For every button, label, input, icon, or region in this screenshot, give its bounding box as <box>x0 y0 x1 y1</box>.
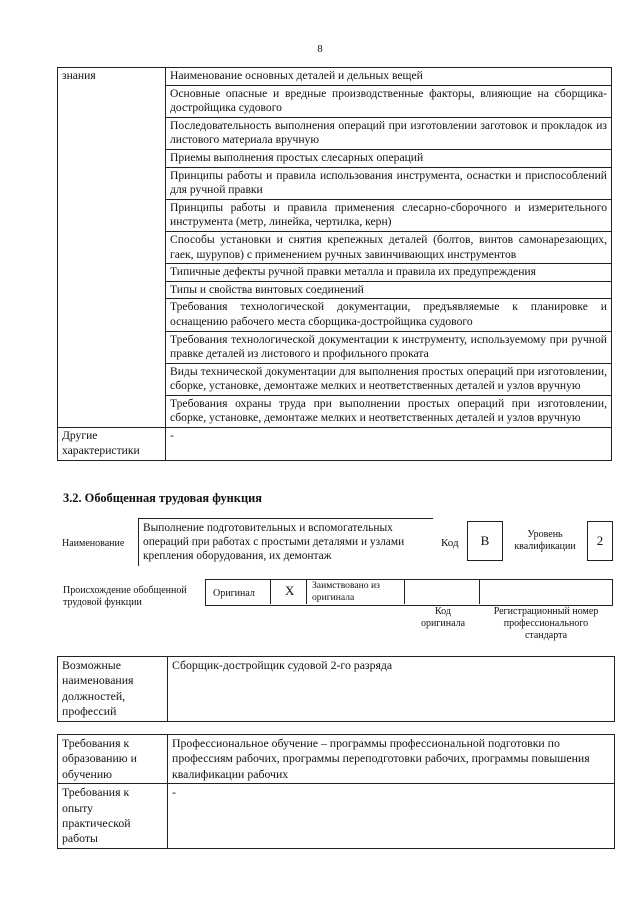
knowledge-item: Требования охраны труда при выполнении простых операций при изготовлении, сборке, установке, демонтаже мелких и неответственных деталей и узлов вручную <box>166 395 612 427</box>
knowledge-table <box>57 67 612 461</box>
borrowed-label: Заимствовано из оригинала <box>312 580 380 603</box>
other-characteristics-label: Другие характеристики <box>58 428 166 461</box>
knowledge-item: Принципы работы и правила применения слесарно-сборочного и измерительного инструмента (метр, линейка, чертилка, керн) <box>166 199 612 231</box>
level-box: 2 <box>587 521 613 561</box>
other-characteristics-value: - <box>166 428 612 461</box>
reg-number-caption: Регистрационный номер профессионального стандарта <box>493 606 599 641</box>
education-label: Требования к образованию и обучению <box>58 735 168 784</box>
positions-label: Возможные наименования должностей, профессий <box>58 657 168 722</box>
experience-value: - <box>168 784 615 849</box>
code-box: В <box>467 521 503 561</box>
table-row <box>58 784 615 849</box>
level-label: Уровень квалификации <box>514 529 576 552</box>
origin-label: Происхождение обобщенной трудовой функции <box>63 585 187 608</box>
experience-label: Требования к опыту практической работы <box>58 784 168 849</box>
knowledge-item: Требования технологической документации, предъявляемые к планировке и оснащению рабочего места сборщика-достройщика судового <box>166 299 612 331</box>
section-title: 3.2. Обобщенная трудовая функция <box>63 491 262 505</box>
knowledge-item: Наименование основных деталей и дельных вещей <box>166 68 612 86</box>
education-value: Профессиональное обучение – программы профессиональной подготовки по профессиям рабочих, программы переподготовки рабочих, программы повышения квалификации рабочих <box>168 735 615 784</box>
knowledge-label: знания <box>58 68 166 428</box>
function-name-box: Выполнение подготовительных и вспомогательных операций при работах с простыми деталями и узлами крепления оборудования, их демонтаж <box>138 518 433 566</box>
requirements-table <box>57 734 615 849</box>
knowledge-item: Основные опасные и вредные производственные факторы, влияющие на сборщика-достройщика судового <box>166 85 612 117</box>
knowledge-item: Способы установки и снятия крепежных деталей (болтов, винтов самонарезающих, гаек, шурупов) с применением ручных завинчивающих инструментов <box>166 231 612 263</box>
knowledge-item: Последовательность выполнения операций при изготовлении заготовок и прокладок из листового материала вручную <box>166 117 612 149</box>
page-number: 8 <box>317 43 323 55</box>
table-row <box>58 68 612 86</box>
knowledge-item: Виды технической документации для выполнения простых операций при изготовлении, сборке, установке, демонтаже мелких и неответственных деталей и узлов вручную <box>166 363 612 395</box>
original-label: Оригинал <box>213 588 255 599</box>
code-label: Код <box>441 537 459 549</box>
knowledge-item: Требования технологической документации к инструменту, используемому при ручной правке деталей из листового и профильного проката <box>166 331 612 363</box>
positions-table <box>57 656 615 722</box>
table-row <box>58 735 615 784</box>
origin-code-caption: Код оригинала <box>420 606 466 629</box>
original-mark: X <box>285 583 295 598</box>
positions-value: Сборщик-достройщик судовой 2-го разряда <box>168 657 615 722</box>
name-label: Наименование <box>62 538 125 549</box>
table-row <box>58 428 612 461</box>
knowledge-item: Типичные дефекты ручной правки металла и правила их предупреждения <box>166 264 612 282</box>
table-row <box>58 657 615 722</box>
knowledge-item: Приемы выполнения простых слесарных операций <box>166 149 612 167</box>
knowledge-item: Типы и свойства винтовых соединений <box>166 281 612 299</box>
knowledge-item: Принципы работы и правила использования инструмента, оснастки и приспособлений для ручной правки <box>166 167 612 199</box>
